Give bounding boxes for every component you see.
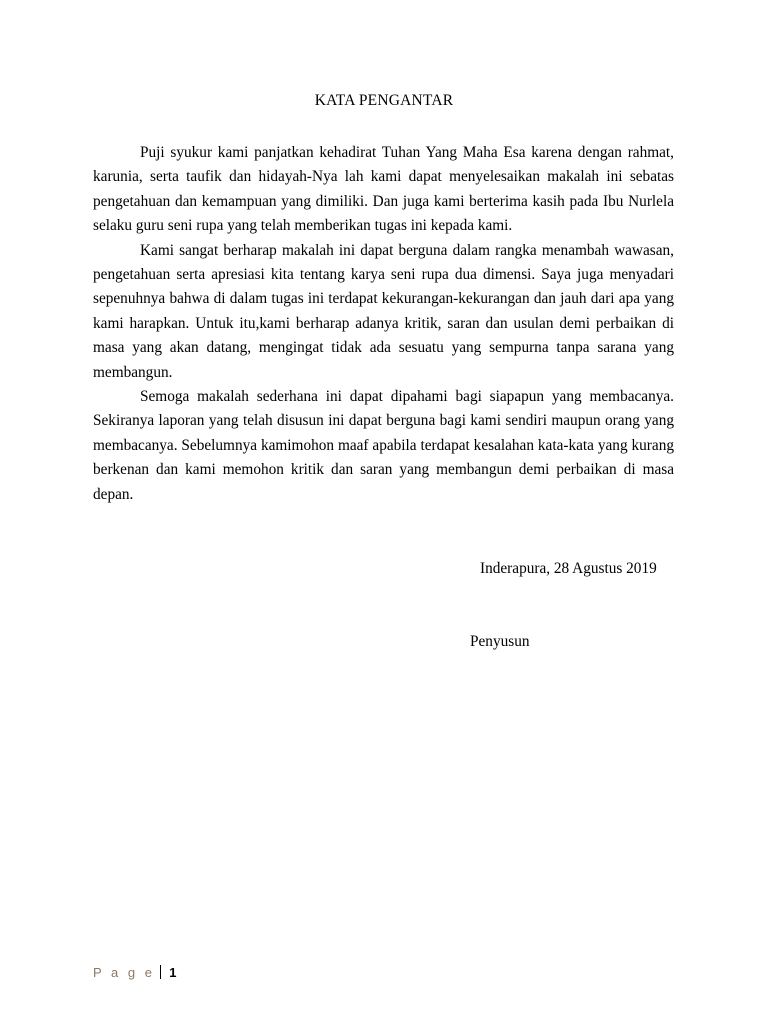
place-date: Inderapura, 28 Agustus 2019 xyxy=(480,560,657,577)
page-label: P a g e xyxy=(93,965,155,980)
paragraph: Kami sangat berharap makalah ini dapat berguna dalam rangka menambah wawasan, pengetahuan serta apresiasi kita tentang karya seni rupa dua dimensi. Saya juga menyadari sepenuhnya bahwa di dalam tugas ini terdapat kekurangan-kekurangan dan jauh dari apa yang kami harapkan. Untuk itu,kami berharap adanya kritik, saran dan usulan demi perbaikan di masa yang akan datang, mengingat tidak ada sesuatu yang sempurna tanpa sarana yang membangun. xyxy=(93,241,674,381)
page-title: KATA PENGANTAR xyxy=(314,92,454,109)
paragraph: Puji syukur kami panjatkan kehadirat Tuhan Yang Maha Esa karena dengan rahmat, karunia, serta taufik dan hidayah-Nya lah kami dapat menyelesaikan makalah ini sebatas pengetahuan dan kemampuan yang dimiliki. Dan juga kami berterima kasih pada Ibu Nurlela selaku guru seni rupa yang telah memberikan tugas ini kepada kami. xyxy=(93,144,674,235)
body-text xyxy=(93,141,674,507)
page-number: 1 xyxy=(169,965,177,980)
page-footer xyxy=(93,965,176,980)
footer-divider xyxy=(160,965,161,979)
paragraph: Semoga makalah sederhana ini dapat dipahami bagi siapapun yang membacanya. Sekiranya laporan yang telah disusun ini dapat berguna bagi kami sendiri maupun orang yang membacanya. Sebelumnya kamimohon maaf apabila terdapat kesalahan kata-kata yang kurang berkenan dan kami memohon kritik dan saran yang membangun demi perbaikan di masa depan. xyxy=(93,388,674,503)
signer-label: Penyusun xyxy=(470,633,530,650)
